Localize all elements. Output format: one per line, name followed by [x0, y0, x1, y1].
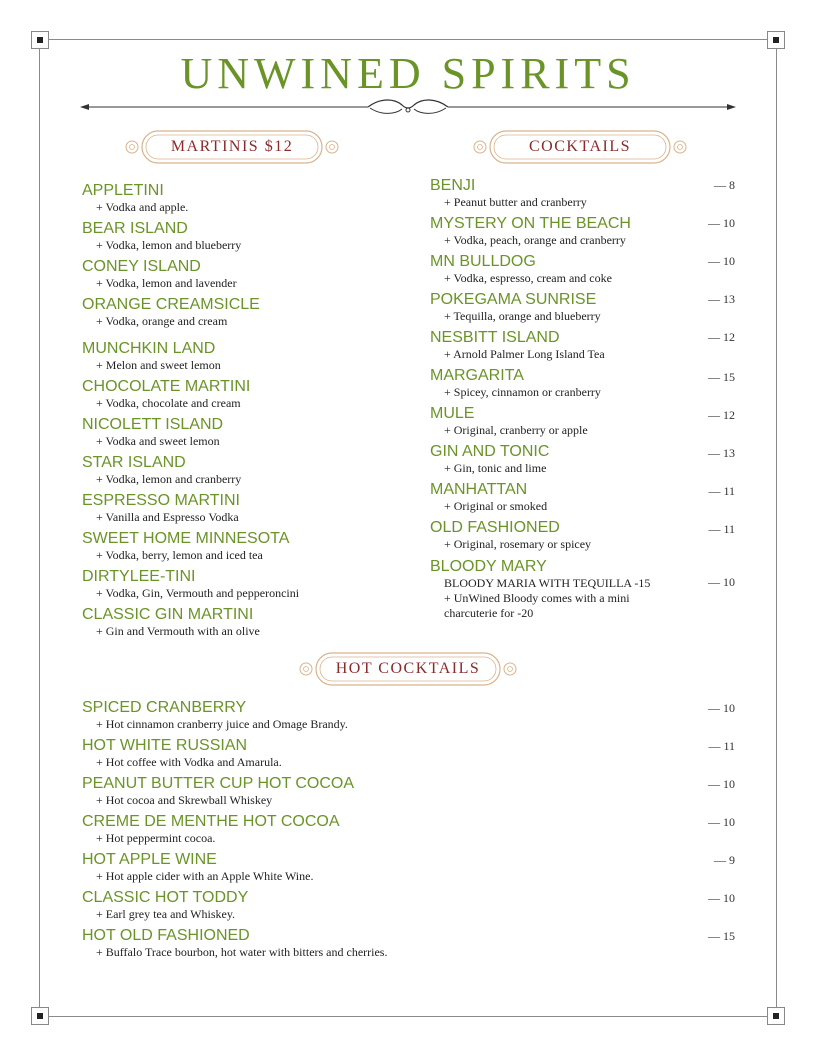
item-description: + Tequilla, orange and blueberry — [444, 309, 601, 323]
item-name: APPLETINI — [82, 182, 164, 199]
item-name: CLASSIC GIN MARTINI — [82, 606, 254, 623]
item-name: GIN AND TONIC — [430, 443, 550, 460]
menu-item-martini — [82, 491, 240, 525]
item-name: POKEGAMA SUNRISE — [430, 291, 597, 308]
item-description: + Buffalo Trace bourbon, hot water with bitters and cherries. — [96, 945, 388, 959]
item-description: + Vodka and apple. — [96, 200, 189, 214]
item-variant-line: BLOODY MARIA WITH TEQUILLA -15 — [444, 576, 651, 590]
item-price: — 12 — [708, 330, 735, 344]
item-description: + Earl grey tea and Whiskey. — [96, 907, 236, 921]
menu-item-hot-cocktail — [82, 736, 282, 770]
menu-item-martini — [82, 219, 241, 253]
menu-item-martini — [82, 415, 223, 449]
menu-item-cocktail — [430, 366, 601, 400]
item-description: + Hot apple cider with an Apple White Wine. — [96, 869, 314, 883]
item-description: + Vodka, espresso, cream and coke — [444, 271, 612, 285]
item-name: CLASSIC HOT TODDY — [82, 889, 249, 906]
item-description: + UnWined Bloody comes with a mini — [444, 591, 630, 605]
item-price: — 15 — [708, 370, 735, 384]
section-title-hot-cocktails: HOT COCKTAILS — [335, 660, 481, 677]
item-description: + Gin, tonic and lime — [444, 461, 547, 475]
item-description: + Vodka, chocolate and cream — [96, 396, 241, 410]
item-description: + Vodka, lemon and cranberry — [96, 472, 242, 486]
item-price: — 11 — [708, 522, 735, 536]
corner-ornament-top-left — [31, 31, 49, 49]
item-name: BLOODY MARY — [430, 558, 547, 575]
menu-item-hot-cocktail — [82, 888, 248, 922]
item-price: — 10 — [708, 575, 735, 589]
menu-item-cocktail — [430, 252, 612, 286]
item-name: HOT OLD FASHIONED — [82, 927, 250, 944]
menu-item-martini — [82, 567, 299, 601]
section-title-cocktails: COCKTAILS — [529, 138, 631, 155]
item-description: + Melon and sweet lemon — [96, 358, 221, 372]
menu-item-cocktail — [430, 290, 601, 324]
menu-item-martini — [82, 181, 188, 215]
item-price: — 13 — [708, 292, 735, 306]
item-price: — 11 — [708, 484, 735, 498]
section-header-hot-cocktails — [296, 650, 520, 688]
item-description: + Vodka, berry, lemon and iced tea — [96, 548, 263, 562]
item-name: NICOLETT ISLAND — [82, 416, 224, 433]
item-price: — 10 — [708, 891, 735, 905]
frame-right-line — [776, 40, 777, 1016]
item-name: STAR ISLAND — [82, 454, 186, 471]
item-name: BENJI — [430, 177, 476, 194]
item-description: + Original, cranberry or apple — [444, 423, 588, 437]
item-price: — 12 — [708, 408, 735, 422]
item-description: + Gin and Vermouth with an olive — [96, 624, 260, 638]
menu-item-bloody-mary — [430, 557, 650, 621]
item-name: DIRTYLEE-TINI — [82, 568, 196, 585]
item-name: BEAR ISLAND — [82, 220, 188, 237]
menu-item-cocktail — [430, 214, 631, 248]
menu-item-martini — [82, 377, 250, 411]
item-description: + Vanilla and Espresso Vodka — [96, 510, 239, 524]
item-description: + Original, rosemary or spicey — [444, 537, 592, 551]
item-description: + Vodka, lemon and lavender — [96, 276, 237, 290]
item-price: — 8 — [714, 178, 735, 192]
menu-item-martini — [82, 295, 260, 329]
menu-item-martini — [82, 529, 289, 563]
menu-item-cocktail — [430, 442, 549, 476]
item-name: MULE — [430, 405, 475, 422]
item-name: ORANGE CREAMSICLE — [82, 296, 260, 313]
item-price: — 10 — [708, 701, 735, 715]
item-price: — 10 — [708, 216, 735, 230]
item-name: NESBITT ISLAND — [430, 329, 560, 346]
item-description-continued: charcuterie for -20 — [444, 606, 534, 620]
item-price: — 13 — [708, 446, 735, 460]
item-name: CONEY ISLAND — [82, 258, 201, 275]
section-header-cocktails — [470, 128, 690, 166]
item-name: OLD FASHIONED — [430, 519, 560, 536]
item-description: + Hot coffee with Vodka and Amarula. — [96, 755, 282, 769]
item-description: + Vodka and sweet lemon — [96, 434, 220, 448]
item-name: MARGARITA — [430, 367, 524, 384]
frame-top-line — [40, 39, 776, 40]
menu-item-hot-cocktail — [82, 926, 387, 960]
item-name: CHOCOLATE MARTINI — [82, 378, 251, 395]
item-price: — 11 — [708, 739, 735, 753]
menu-item-hot-cocktail — [82, 774, 354, 808]
menu-item-cocktail — [430, 518, 591, 552]
menu-title: UNWINED SPIRITS — [180, 49, 636, 98]
title-divider-ornament — [80, 94, 736, 120]
item-description: + Vodka, peach, orange and cranberry — [444, 233, 626, 247]
item-name: ESPRESSO MARTINI — [82, 492, 240, 509]
menu-item-hot-cocktail — [82, 698, 348, 732]
corner-ornament-bottom-left — [31, 1007, 49, 1025]
item-name: SPICED CRANBERRY — [82, 699, 247, 716]
item-name: MANHATTAN — [430, 481, 528, 498]
menu-item-cocktail — [430, 480, 547, 514]
item-name: MN BULLDOG — [430, 253, 536, 270]
item-name: SWEET HOME MINNESOTA — [82, 530, 290, 547]
item-description: + Arnold Palmer Long Island Tea — [444, 347, 605, 361]
item-description: + Hot cinnamon cranberry juice and Omage Brandy. — [96, 717, 348, 731]
menu-item-martini — [82, 339, 221, 373]
item-name: HOT WHITE RUSSIAN — [82, 737, 248, 754]
menu-item-cocktail — [430, 328, 605, 362]
menu-item-cocktail — [430, 176, 587, 210]
item-name: MUNCHKIN LAND — [82, 340, 216, 357]
item-name: HOT APPLE WINE — [82, 851, 217, 868]
menu-item-martini — [82, 257, 237, 291]
menu-item-martini — [82, 605, 260, 639]
item-price: — 9 — [714, 853, 735, 867]
frame-bottom-line — [40, 1016, 776, 1017]
item-name: MYSTERY ON THE BEACH — [430, 215, 631, 232]
item-description: + Vodka, lemon and blueberry — [96, 238, 242, 252]
section-header-martinis — [122, 128, 342, 166]
menu-item-hot-cocktail — [82, 812, 340, 846]
menu-item-cocktail — [430, 404, 588, 438]
item-price: — 15 — [708, 929, 735, 943]
item-description: + Spicey, cinnamon or cranberry — [444, 385, 601, 399]
item-description: + Hot peppermint cocoa. — [96, 831, 216, 845]
frame-left-line — [39, 40, 40, 1016]
item-price: — 10 — [708, 777, 735, 791]
item-description: + Peanut butter and cranberry — [444, 195, 587, 209]
menu-item-hot-cocktail — [82, 850, 313, 884]
item-price: — 10 — [708, 815, 735, 829]
corner-ornament-top-right — [767, 31, 785, 49]
section-title-martinis: MARTINIS $12 — [170, 138, 294, 155]
item-price: — 10 — [708, 254, 735, 268]
item-description: + Hot cocoa and Skrewball Whiskey — [96, 793, 273, 807]
menu-item-martini — [82, 453, 241, 487]
item-name: PEANUT BUTTER CUP HOT COCOA — [82, 775, 355, 792]
item-name: CREME DE MENTHE HOT COCOA — [82, 813, 340, 830]
corner-ornament-bottom-right — [767, 1007, 785, 1025]
item-description: + Original or smoked — [444, 499, 548, 513]
item-description: + Vodka, orange and cream — [96, 314, 228, 328]
item-description: + Vodka, Gin, Vermouth and pepperoncini — [96, 586, 300, 600]
